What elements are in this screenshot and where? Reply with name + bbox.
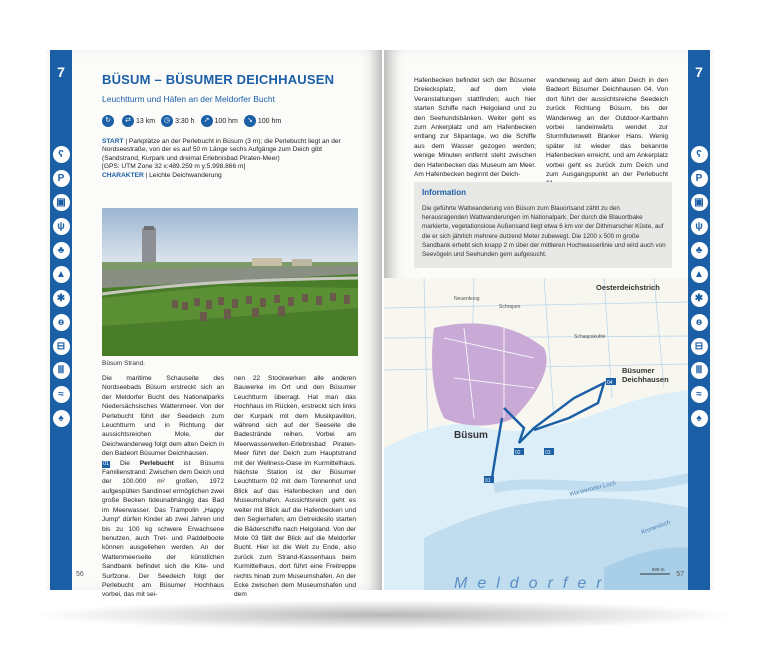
map-label-oesterdeichstrich: Oesterdeichstrich <box>596 283 660 292</box>
swim-icon: ≈ <box>691 386 708 403</box>
bus-icon: ▣ <box>691 194 708 211</box>
body-column-3: Hafenbecken befindet sich der Büsumer Dreiecksplatz, auf dem viele Veranstaltungen stattfinden; auch hier starten Schiffe nach Helgoland und zu den Seehundsbänken. Weiter geht es zum Ankerplatz und am Hafenbecken entlang zur Slipanlage, wo die Schiffe aus dem Wasser gezogen werden; wenige Minuten entfernt steht zwischen den Hafenbecken das Museum am Meer. Am Hafenbecken beginnt der Deich- <box>414 77 536 179</box>
snowflake-icon: ✱ <box>53 290 70 307</box>
map-label-kronenloch: Kronenloch <box>640 519 672 536</box>
info-title: Information <box>422 188 466 197</box>
snowflake-icon: ✱ <box>691 290 708 307</box>
map-marker-01: 01 <box>485 478 491 484</box>
bear-icon: ʕ <box>53 146 70 163</box>
tree-icon: ♣ <box>691 242 708 259</box>
cable-car-icon: ⊟ <box>53 338 70 355</box>
stat-descent: ↘ 100 hm <box>244 115 281 127</box>
map-marker-04: 04 <box>607 380 613 386</box>
right-page-number: 57 <box>676 571 684 578</box>
start-label: START <box>102 138 124 145</box>
info-text: Die geführte Wattwanderung von Büsum zum Blauortsand zählt zu den herausragenden Wattwanderungen im Nationalpark. Der durch die Blauortbake markierte, vegetationslose Außensand liegt etwa 6 km vor der Dithmarscher Küste, auf die er sich jährlich mehrere dutzend Meter zubewegt. Die 1200 x 500 m große Sandbank erhebt sich knapp 2 m über der mittleren Hochwasserlinie und wird auch von Seevögeln und Seehunden gern aufgesucht. <box>422 205 666 259</box>
left-page <box>46 50 382 599</box>
bear-icon: ʕ <box>691 146 708 163</box>
map-label-neuenkoog: Neuenkoog <box>454 296 480 302</box>
map-marker-02: 02 <box>515 450 521 456</box>
gps-coords: [GPS: UTM Zone 32 x:489.259 m y:5.998.866 m] <box>102 163 246 171</box>
body-col1-para1: Die maritime Schauseite des Nordseebads Büsum erstreckt sich an der Meldorfer Bucht des Nationalparks Niedersächsisches Wattenmeer. Von der Perlebucht führt der Seedeich zum Leuchtturm und in Richtung der aussichtsreichen Mole, der Deichwanderweg folgt dem alten Deich in den Badeort Büsumer Deichhausen. <box>102 375 224 458</box>
chapter-number: 7 <box>50 58 72 86</box>
character-label: CHARAKTER <box>102 171 144 179</box>
character-text: | Leichte Deichwanderung <box>143 171 222 179</box>
right-page <box>384 50 714 590</box>
map-label-deichhausen-1: Büsumer <box>622 366 655 375</box>
ascent-icon: ↗ <box>201 115 213 127</box>
loop-icon: ↻ <box>102 115 114 127</box>
start-info <box>102 138 352 180</box>
route-map <box>384 278 690 590</box>
stat-duration: ◷ 3:30 h <box>161 115 194 127</box>
tour-stats <box>102 114 287 128</box>
map-marker-03: 03 <box>545 450 551 456</box>
tree-icon: ♣ <box>53 242 70 259</box>
left-page-number: 56 <box>76 571 84 578</box>
chapter-number-right: 7 <box>688 58 710 86</box>
map-label-schaapskuhle: Schaapskuhle <box>574 334 606 340</box>
museum-icon: Ⅲ <box>53 362 70 379</box>
pine-icon: ♠ <box>53 410 70 427</box>
map-label-deichhausen-2: Deichhausen <box>622 375 669 384</box>
walker-icon: ⇄ <box>122 115 134 127</box>
bike-icon: ѳ <box>53 314 70 331</box>
pine-icon: ♠ <box>691 410 708 427</box>
cable-car-icon: ⊟ <box>691 338 708 355</box>
map-label-schrapen: Schrapen <box>499 304 521 310</box>
book-shadow <box>30 600 740 630</box>
photo-caption: Büsum Strand. <box>102 360 145 367</box>
stat-ascent: ↗ 100 hm <box>201 115 238 127</box>
bus-icon: ▣ <box>53 194 70 211</box>
museum-icon: Ⅲ <box>691 362 708 379</box>
parking-icon: P <box>53 170 70 187</box>
marker-01: 01 <box>103 460 110 467</box>
stat-loop <box>102 115 116 127</box>
parking-icon: P <box>691 170 708 187</box>
tour-subtitle: Leuchtturm und Häfen an der Meldorfer Bucht <box>102 94 275 104</box>
clock-icon: ◷ <box>161 115 173 127</box>
body-column-2: nen 22 Stockwerken alle anderen Bauwerke im Ort und den Büsumer Leuchtturm überragt. Hat man das Hochhaus im Rücken, erstreckt sich links der Kurpark mit dem Musikpavillon, während sich auf der Seeseite die Badestrände reihen. Vorbei am Meerwasserwellen-Erlebnisbad Piraten-Meer führt der Deich zum Hauptstrand mit der Wellness-Oase im Kurmittelhaus. Nächste Station ist der Büsumer Leuchtturm 02 mit dem Tonnenhof und Blick auf das Hafenbecken und den Museumshafen. Aussichtsreich geht es weiter mit Blick auf die Hafenbecken und den Seglerhafen; am Getreidesilo starten die Bäderschiffe nach Helgoland. Von der Mole 03 fällt der Blick auf die Meldorfer Bucht. Hier ist die Welt zu Ende, also zurück zum Strand-Kassenhaus beim Kurmittelhaus, dort führt eine Freitreppe rechts hinab zum Museumshafen. An der Ecke zwischen dem Museumshafen und dem <box>234 375 356 599</box>
descent-icon: ↘ <box>244 115 256 127</box>
map-label-warwerort: Warwerorter Loch <box>569 480 617 498</box>
restaurant-icon: ψ <box>691 218 708 235</box>
bike-icon: ѳ <box>691 314 708 331</box>
tour-title: BÜSUM – BÜSUMER DEICHHAUSEN <box>102 72 335 87</box>
start-text: | Parkplätze an der Perlebucht in Büsum (3 m); die Perlebucht liegt an der Nordseestraße, von der es auf 50 m Länge sechs Aufgänge zum Deich gibt (Sandstrand, Kurpark und dreimal Erlebnisbad Piraten-Meer) <box>102 138 341 162</box>
right-sidebar <box>688 50 710 590</box>
body-column-1: Die maritime Schauseite des Nordseebads Büsum erstreckt sich an der Meldorfer Bucht des Nationalparks Niedersächsisches Wattenmeer. Von der Perlebucht führt der Seedeich zum Leuchtturm und in Richtung der aussichtsreichen Mole, der Deichwanderweg folgt dem alten Deich in den Badeort Büsumer Deichhausen. 01 Die Perlebucht ist Büsums Familienstrand: Zwischen dem Deich und der 100.000 m² großen, 1972 aufgespülten Sandinsel ermöglichen zwei große Becken tideunabhängig das Bad im Meerwasser. Das Trampolin „Happy Jump“ dürfen Kinder ab zwei Jahren und bis zu 100 kg schwere Erwachsene benutzen, auch Tret- und Paddelboote können ausgeliehen werden. An der Wattenmeerseite der künstlichen Sandbank befindet sich die Kite- und Surfzone. Der Seedeich folgt der Perlebucht am Büsumer Hochhaus vorbei, das mit sei- <box>102 375 224 599</box>
left-sidebar-icons <box>51 146 71 434</box>
left-sidebar <box>50 50 84 590</box>
map-label-buesum: Büsum <box>454 430 488 441</box>
swim-icon: ≈ <box>53 386 70 403</box>
mountain-icon: ▲ <box>691 266 708 283</box>
body-col1-para2: ist Büsums Familienstrand: Zwischen dem Deich und der 100.000 m² großen, 1972 aufgespülten Sandinsel ermöglichen zwei große Becken tideunabhängig das Bad im Meerwasser. Das Trampolin „Happy Jump“ dürfen Kinder ab zwei Jahren und bis zu 100 kg schwere Erwachsene benutzen, auch Tret- und Paddelboote können ausgeliehen werden. An der Wattenmeerseite der künstlichen Sandbank befindet sich die Kite- und Surfzone. Der Seedeich folgt der Perlebucht am Büsumer Hochhaus vorbei, das mit sei- <box>102 459 224 599</box>
map-scale: 500 m <box>652 567 665 572</box>
right-sidebar-icons <box>689 146 709 434</box>
map-label-meldorfer: Meldorfer <box>454 575 612 592</box>
beach-photo <box>102 208 358 356</box>
info-box <box>414 182 672 268</box>
mountain-icon: ▲ <box>53 266 70 283</box>
stat-distance: ⇄ 13 km <box>122 115 155 127</box>
restaurant-icon: ψ <box>53 218 70 235</box>
body-column-4: wanderweg auf dem alten Deich in den Badeort Büsumer Deichhausen 04. Von dort führt der aussichtsreiche Seedeich zurück Richtung Büsum, bis der Wanderweg an der Outdoor-Kartbahn vorbei landeinwärts wendet zur Sturmflutenwelt Blanker Hans. Wenig später ist wieder das bekannte Hafenbecken erreicht, und am Ankerplatz vorbei geht es zurück zum Deich und zum Ausgangspunkt an der Perlebucht <box>546 77 668 179</box>
